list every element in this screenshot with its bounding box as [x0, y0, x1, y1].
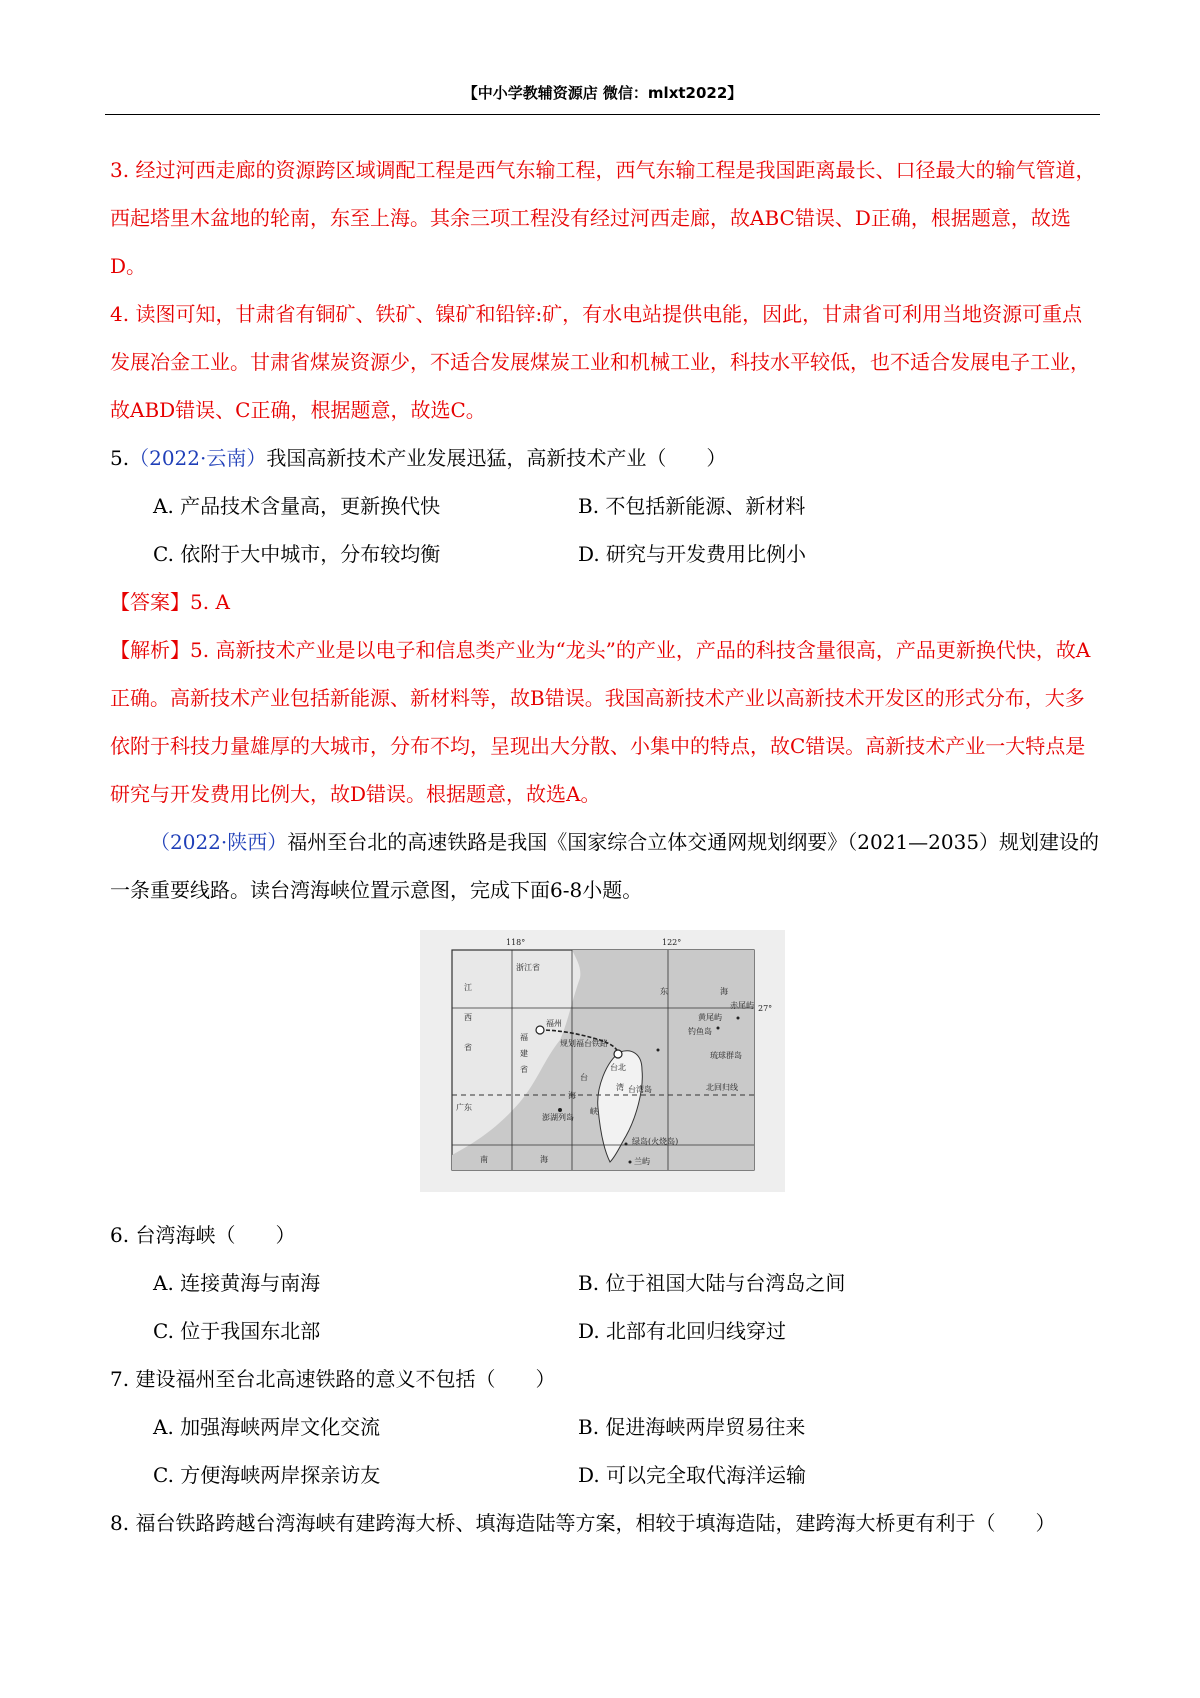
q6-option-d: D. 北部有北回归线穿过 [578, 1319, 787, 1343]
q6-option-b: B. 位于祖国大陆与台湾岛之间 [578, 1271, 846, 1295]
strait-label-a: 海 [568, 1091, 576, 1100]
fujian-label-b: 建 [520, 1049, 528, 1058]
q5-option-b: B. 不包括新能源、新材料 [578, 494, 806, 518]
taiwan-label-a: 台 [580, 1073, 588, 1082]
chiwei-label: 赤尾屿 [730, 1001, 754, 1010]
q5-stem-text: 我国高新技术产业发展迅猛，高新技术产业（ ） [266, 446, 727, 470]
q3-explanation: 3. 经过河西走廊的资源跨区域调配工程是西气东输工程，西气东输工程是我国距离最长、口径最大的输气管道，西起塔里木盆地的轮南，东至上海。其余三项工程没有经过河西走廊，故ABC错误、D正确，根据题意，故选D。 [110, 158, 1096, 278]
q5-option-a: A. 产品技术含量高，更新换代快 [153, 494, 441, 518]
q5-option-c: C. 依附于大中城市，分布较均衡 [153, 542, 441, 566]
penghu-label: 澎湖列岛 [542, 1113, 574, 1122]
zhejiang-label: 浙江省 [516, 963, 540, 972]
lat-27: 27° [758, 1004, 773, 1013]
answer-tag: 【答案】 [110, 590, 190, 614]
fuzhou-dot [536, 1026, 544, 1034]
header-rule [105, 114, 1100, 115]
lanyu-label: 兰屿 [634, 1157, 650, 1166]
intro-source: （2022·陕西） [150, 830, 288, 854]
ryukyu-label: 琉球群岛 [710, 1051, 742, 1060]
intro-paragraph [110, 818, 1100, 914]
taiwan-island-label: 台湾岛 [628, 1085, 652, 1094]
taiwan-label-b: 湾 [616, 1083, 624, 1092]
q5-explanation [110, 626, 1100, 818]
map-svg [420, 930, 785, 1192]
explain-text: 5. 高新技术产业是以电子和信息类产业为“龙头”的产业，产品的科技含量很高，产品更新换代快，故A正确。高新技术产业包括新能源、新材料等，故B错误。我国高新技术产业以高新技术开发区的形式分布，大多依附于科技力量雄厚的大城市，分布不均，呈现出大分散、小集中的特点，故C错误。高新技术产业一大特点是研究与开发费用比例大，故D错误。根据题意，故选A。 [110, 638, 1091, 806]
south-sea-label-b: 海 [540, 1155, 548, 1164]
railway-label: 规划福台铁路 [560, 1039, 608, 1048]
jiangxi-label-b: 西 [464, 1013, 472, 1022]
page-header: 【中小学教辅资源店 微信：mlxt2022】 [462, 84, 743, 102]
south-sea-label-a: 南 [480, 1155, 488, 1164]
q7-option-b: B. 促进海峡两岸贸易往来 [578, 1415, 806, 1439]
q7-option-a: A. 加强海峡两岸文化交流 [153, 1415, 381, 1439]
intro-text: 福州至台北的高速铁路是我国《国家综合立体交通网规划纲要》（2021—2035）规划建设的一条重要线路。读台湾海峡位置示意图，完成下面6-8小题。 [110, 830, 1100, 902]
jiangxi-label-a: 江 [464, 983, 472, 992]
q5-source: （2022·云南） [129, 446, 267, 470]
tropic-label: 北回归线 [706, 1083, 738, 1092]
huangwei-label: 黄尾屿 [698, 1013, 722, 1022]
q7-option-d: D. 可以完全取代海洋运输 [578, 1463, 807, 1487]
fujian-label-c: 省 [520, 1065, 528, 1074]
strait-label-b: 峡 [590, 1107, 598, 1116]
taiwan-strait-map [420, 930, 785, 1192]
east-sea-label-a: 东 [660, 987, 668, 996]
lon-118: 118° [506, 938, 526, 947]
guangdong-label: 广东 [456, 1103, 472, 1112]
q5-number: 5. [110, 446, 130, 470]
east-sea-label-b: 海 [720, 987, 728, 996]
q7-option-c: C. 方便海峡两岸探亲访友 [153, 1463, 381, 1487]
q5-answer [110, 578, 1100, 626]
q5-stem [110, 434, 1100, 482]
diaoyu-label: 钓鱼岛 [688, 1027, 712, 1036]
q6-option-c: C. 位于我国东北部 [153, 1319, 321, 1343]
fujian-label-a: 福 [520, 1033, 528, 1042]
answer-value: 5. A [190, 590, 230, 614]
q7-stem: 7. 建设福州至台北高速铁路的意义不包括（ ） [110, 1367, 556, 1391]
explain-tag: 【解析】 [110, 638, 190, 662]
q6-option-a: A. 连接黄海与南海 [153, 1271, 321, 1295]
q5-option-d: D. 研究与开发费用比例小 [578, 542, 807, 566]
q4-explanation: 4. 读图可知，甘肃省有铜矿、铁矿、镍矿和铅锌:矿，有水电站提供电能，因此，甘肃省可利用当地资源可重点发展冶金工业。甘肃省煤炭资源少，不适合发展煤炭工业和机械工业，科技水平较低，也不适合发展电子工业，故ABD错误、C正确，根据题意，故选C。 [110, 302, 1090, 422]
fuzhou-label: 福州 [546, 1019, 562, 1028]
taipei-dot [614, 1050, 622, 1058]
lon-122: 122° [662, 938, 682, 947]
ludao-label: 绿岛(火烧岛) [632, 1137, 679, 1146]
taipei-label: 台北 [610, 1063, 626, 1072]
q8-stem: 8. 福台铁路跨越台湾海峡有建跨海大桥、填海造陆等方案，相较于填海造陆，建跨海大桥更有利于（ ） [110, 1511, 1056, 1535]
jiangxi-label-c: 省 [464, 1043, 472, 1052]
q6-stem: 6. 台湾海峡（ ） [110, 1223, 296, 1247]
